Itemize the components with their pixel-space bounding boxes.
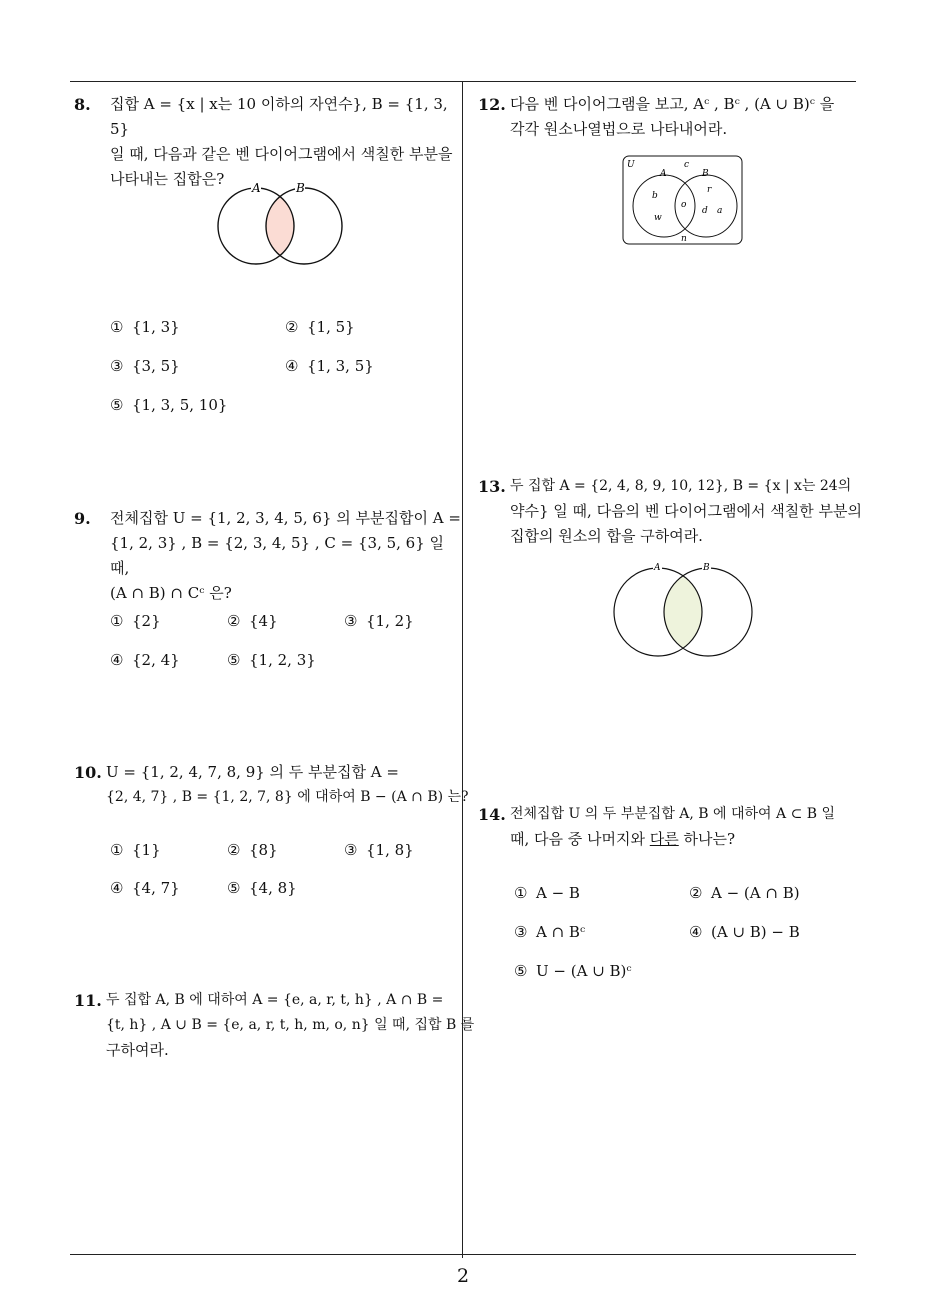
- stem-line: {1, 2, 3} , B = {2, 3, 4, 5} , C = {3, 5, 6} 일 때,: [110, 534, 445, 577]
- choice-text: {2}: [132, 612, 161, 630]
- stem-line: {2, 4, 7} , B = {1, 2, 7, 8} 에 대하여 B − (A ∩ B) 는?: [106, 789, 469, 805]
- page-number: 2: [456, 1265, 470, 1287]
- choice-3[interactable]: [344, 840, 414, 860]
- choice-text: {3, 5}: [132, 357, 180, 375]
- choice-text: {1, 5}: [307, 318, 355, 336]
- question-9: [74, 506, 462, 606]
- choice-2[interactable]: [285, 317, 355, 337]
- question-number: 9.: [74, 509, 91, 528]
- bottom-rule: [70, 1254, 856, 1255]
- choice-5[interactable]: [110, 395, 227, 415]
- element-r: r: [707, 185, 712, 195]
- choice-text: {8}: [249, 841, 278, 859]
- stem-line: 나타내는 집합은?: [110, 170, 225, 188]
- question-stem: [510, 92, 862, 142]
- stem-line: 두 집합 A = {2, 4, 8, 9, 10, 12}, B = {x | x는 24의: [510, 478, 852, 494]
- element-b: b: [652, 191, 658, 201]
- choice-mark: ①: [514, 884, 528, 902]
- element-c: c: [684, 160, 690, 170]
- choice-mark: ③: [344, 841, 358, 859]
- set-a-label: A: [252, 181, 261, 195]
- stem-line: {t, h} , A ∪ B = {e, a, r, t, h, m, o, n} 일 때, 집합 B 를: [106, 1017, 475, 1033]
- choice-mark: ①: [110, 841, 124, 859]
- choice-3[interactable]: [514, 922, 585, 942]
- question-stem: [510, 474, 862, 549]
- stem-line: [510, 827, 862, 852]
- venn-diagram-q13: [610, 560, 756, 660]
- choice-text: U − (A ∪ B)ᶜ: [536, 962, 632, 980]
- stem-line: 일 때, 다음과 같은 벤 다이어그램에서 색칠한 부분을: [110, 145, 453, 163]
- choice-mark: ④: [110, 879, 124, 897]
- question-stem: [106, 760, 469, 810]
- question-number: 10.: [74, 763, 102, 782]
- choice-text: A − (A ∩ B): [711, 884, 800, 902]
- choice-text: (A ∪ B) − B: [711, 923, 800, 941]
- choice-mark: ②: [227, 612, 241, 630]
- stem-line: 각각 원소나열법으로 나타내어라.: [510, 120, 728, 138]
- choice-mark: ①: [110, 612, 124, 630]
- stem-line: 전체집합 U = {1, 2, 3, 4, 5, 6} 의 부분집합이 A =: [110, 509, 461, 527]
- set-b-label: B: [703, 563, 710, 573]
- element-d: d: [702, 206, 708, 216]
- stem-text: 때, 다음 중 나머지와: [510, 830, 650, 848]
- choice-3[interactable]: [110, 356, 180, 376]
- choice-mark: ③: [514, 923, 528, 941]
- choice-mark: ③: [344, 612, 358, 630]
- choice-1[interactable]: [514, 883, 580, 903]
- element-w: w: [654, 213, 662, 223]
- stem-line: 전체집합 U 의 두 부분집합 A, B 에 대하여 A ⊂ B 일: [510, 806, 836, 822]
- set-b-label: B: [296, 181, 305, 195]
- stem-line: 다음 벤 다이어그램을 보고, Aᶜ , Bᶜ , (A ∪ B)ᶜ 을: [510, 95, 835, 113]
- choice-mark: ⑤: [227, 651, 241, 669]
- choice-text: {1, 3, 5}: [307, 357, 374, 375]
- choice-text: {4}: [249, 612, 278, 630]
- stem-line: 두 집합 A, B 에 대하여 A = {e, a, r, t, h} , A ∩ B =: [106, 992, 444, 1008]
- question-number: 8.: [74, 95, 91, 114]
- venn-diagram-q12: [622, 154, 744, 246]
- choice-mark: ③: [110, 357, 124, 375]
- choice-5[interactable]: [514, 961, 632, 981]
- choice-text: {1, 3}: [132, 318, 180, 336]
- universal-label: U: [627, 160, 635, 170]
- question-10: [74, 760, 469, 810]
- choice-mark: ②: [285, 318, 299, 336]
- choice-5[interactable]: [227, 650, 316, 670]
- choice-mark: ④: [689, 923, 703, 941]
- question-number: 11.: [74, 991, 102, 1010]
- question-number: 14.: [478, 805, 506, 824]
- column-divider: [462, 82, 463, 1258]
- choice-1[interactable]: [110, 840, 161, 860]
- stem-line: U = {1, 2, 4, 7, 8, 9} 의 두 부분집합 A =: [106, 763, 399, 781]
- choice-4[interactable]: [110, 650, 180, 670]
- choice-text: {1, 2, 3}: [249, 651, 316, 669]
- choice-4[interactable]: [110, 878, 180, 898]
- choice-mark: ⑤: [110, 396, 124, 414]
- element-o: o: [681, 200, 687, 210]
- choice-2[interactable]: [227, 840, 278, 860]
- choice-2[interactable]: [227, 611, 278, 631]
- question-13: [478, 474, 862, 549]
- question-number: 12.: [478, 95, 506, 114]
- set-a-label: A: [654, 563, 661, 573]
- choice-text: {1}: [132, 841, 161, 859]
- element-a: a: [717, 206, 723, 216]
- choice-2[interactable]: [689, 883, 800, 903]
- question-stem: [510, 802, 862, 852]
- set-b-label: B: [702, 169, 709, 179]
- stem-line: (A ∩ B) ∩ Cᶜ 은?: [110, 584, 232, 602]
- choice-text: A ∩ Bᶜ: [536, 923, 586, 941]
- question-12: [478, 92, 862, 142]
- underlined-word: 다른: [649, 830, 679, 848]
- stem-line: 구하여라.: [106, 1041, 169, 1059]
- stem-line: 집합의 원소의 합을 구하여라.: [510, 527, 703, 545]
- choice-mark: ④: [110, 651, 124, 669]
- choice-text: A − B: [536, 884, 580, 902]
- element-n: n: [681, 234, 687, 244]
- choice-mark: ②: [227, 841, 241, 859]
- stem-line: 약수} 일 때, 다음의 벤 다이어그램에서 색칠한 부분의: [510, 502, 862, 520]
- venn-diagram-q8: [210, 176, 350, 270]
- question-11: [74, 988, 475, 1063]
- question-14: [478, 802, 862, 852]
- question-stem: [106, 988, 475, 1063]
- choice-4[interactable]: [285, 356, 374, 376]
- choice-mark: ⑤: [514, 962, 528, 980]
- set-a-label: A: [660, 169, 667, 179]
- choice-1[interactable]: [110, 611, 161, 631]
- choice-5[interactable]: [227, 878, 297, 898]
- choice-text: {2, 4}: [132, 651, 180, 669]
- choice-mark: ①: [110, 318, 124, 336]
- choice-3[interactable]: [344, 611, 414, 631]
- stem-text: 하나는?: [678, 830, 736, 848]
- choice-text: {1, 3, 5, 10}: [132, 396, 228, 414]
- top-rule: [70, 81, 856, 82]
- choice-text: {4, 8}: [249, 879, 297, 897]
- choice-mark: ④: [285, 357, 299, 375]
- question-number: 13.: [478, 477, 506, 496]
- choice-4[interactable]: [689, 922, 800, 942]
- choice-text: {4, 7}: [132, 879, 180, 897]
- choice-text: {1, 8}: [366, 841, 414, 859]
- choice-mark: ②: [689, 884, 703, 902]
- choice-text: {1, 2}: [366, 612, 414, 630]
- stem-line: 집합 A = {x | x는 10 이하의 자연수}, B = {1, 3, 5}: [110, 95, 448, 138]
- choice-1[interactable]: [110, 317, 180, 337]
- question-stem: [110, 506, 462, 606]
- choice-mark: ⑤: [227, 879, 241, 897]
